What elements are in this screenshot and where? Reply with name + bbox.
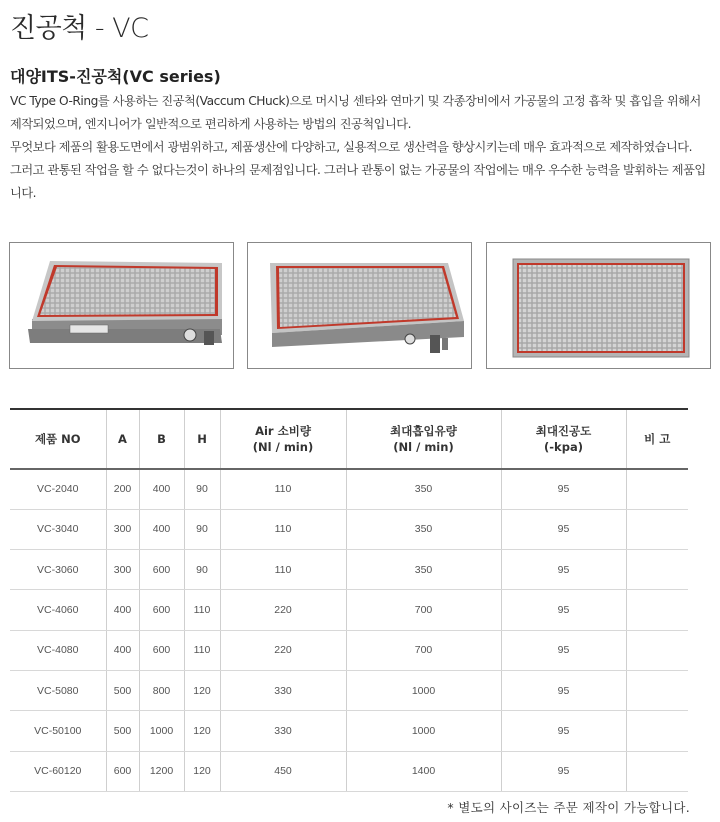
page-title: 진공척 - VC: [10, 13, 149, 44]
table-body: [10, 469, 688, 791]
table-cell: 90: [184, 550, 220, 590]
table-cell: 450: [220, 751, 346, 791]
header-label: H: [197, 432, 207, 446]
table-cell: 1000: [346, 670, 501, 710]
table-row: [10, 630, 688, 670]
table-cell: 400: [139, 509, 184, 549]
table-cell: 120: [184, 670, 220, 710]
table-cell: VC-4060: [10, 590, 106, 630]
table-cell: 1000: [346, 711, 501, 751]
table-cell: 350: [346, 550, 501, 590]
table-header-cell: [10, 409, 106, 469]
table-cell: 600: [139, 590, 184, 630]
description-paragraph: 무엇보다 제품의 활용도면에서 광범위하고, 제품생산에 다양하고, 실용적으로 생산력을 향상시키는데 매우 효과적으로 제작하였습니다.: [10, 140, 693, 154]
table-row: [10, 509, 688, 549]
table-cell: 500: [106, 711, 139, 751]
table-cell: 400: [106, 590, 139, 630]
table-row: [10, 469, 688, 509]
table-cell: 95: [501, 509, 626, 549]
table-header-row: [10, 409, 688, 469]
table-cell: 1400: [346, 751, 501, 791]
table-cell: VC-3060: [10, 550, 106, 590]
table-cell: 95: [501, 550, 626, 590]
header-label: A: [118, 432, 127, 446]
table-row: [10, 550, 688, 590]
table-cell: 95: [501, 711, 626, 751]
header-label: B: [157, 432, 166, 446]
table-cell: VC-50100: [10, 711, 106, 751]
table-header-cell: [626, 409, 688, 469]
header-label: 비 고: [644, 432, 671, 446]
table-cell: 95: [501, 469, 626, 509]
description-paragraph: VC Type O-Ring를 사용하는 진공척(Vaccum CHuck)으로 머시닝 센타와 연마기 및 각종장비에서 가공물의 고정 흡착 및 흡입을 위해서 제작되었으며, 엔지니어가 일반적으로 편리하게 사용하는 방법의 진공척입니다.: [10, 94, 701, 131]
table-cell: [626, 670, 688, 710]
vacuum-chuck-photo-angled-side: [247, 242, 472, 369]
table-cell: 1000: [139, 711, 184, 751]
table-cell: 350: [346, 469, 501, 509]
table-cell: 330: [220, 670, 346, 710]
vacuum-chuck-image: [487, 243, 710, 368]
description: [10, 90, 715, 205]
table-cell: 95: [501, 751, 626, 791]
table-cell: 350: [346, 509, 501, 549]
table-cell: 400: [139, 469, 184, 509]
table-cell: 600: [106, 751, 139, 791]
vacuum-chuck-image: [10, 243, 233, 368]
table-cell: 95: [501, 670, 626, 710]
table-cell: 1200: [139, 751, 184, 791]
table-cell: [626, 550, 688, 590]
table-cell: 500: [106, 670, 139, 710]
table-cell: 110: [184, 590, 220, 630]
table-row: [10, 670, 688, 710]
table-cell: 220: [220, 590, 346, 630]
vacuum-chuck-image: [248, 243, 471, 368]
table-header-cell: [220, 409, 346, 469]
table-cell: 110: [184, 630, 220, 670]
table-cell: 200: [106, 469, 139, 509]
table-cell: VC-2040: [10, 469, 106, 509]
table-cell: 95: [501, 630, 626, 670]
table-cell: 110: [220, 509, 346, 549]
header-unit: (-kpa): [544, 440, 583, 454]
table-row: [10, 711, 688, 751]
footnote: * 별도의 사이즈는 주문 제작이 가능합니다.: [447, 800, 690, 815]
table-cell: VC-5080: [10, 670, 106, 710]
header-label: Air 소비량: [255, 424, 311, 438]
table-cell: 95: [501, 590, 626, 630]
table-header-cell: [139, 409, 184, 469]
table-cell: 600: [139, 630, 184, 670]
table-cell: 110: [220, 469, 346, 509]
table-cell: 120: [184, 751, 220, 791]
table-cell: 120: [184, 711, 220, 751]
table-row: [10, 751, 688, 791]
table-cell: 330: [220, 711, 346, 751]
table-cell: [626, 630, 688, 670]
table-header-cell: [184, 409, 220, 469]
table-cell: 90: [184, 509, 220, 549]
header-unit: (Nl / min): [252, 440, 314, 454]
description-paragraph: 그러고 관통된 작업을 할 수 없다는것이 하나의 문제점입니다. 그러나 관통이 없는 가공물의 작업에는 매우 우수한 능력을 발휘하는 제품입니다.: [10, 163, 706, 200]
table-cell: 220: [220, 630, 346, 670]
vacuum-chuck-photo-top: [486, 242, 711, 369]
table-cell: [626, 711, 688, 751]
table-cell: 700: [346, 630, 501, 670]
table-cell: VC-3040: [10, 509, 106, 549]
table-cell: 700: [346, 590, 501, 630]
header-unit: (Nl / min): [393, 440, 454, 454]
table-cell: [626, 590, 688, 630]
header-label: 최대흡입유량: [390, 424, 457, 438]
table-cell: 800: [139, 670, 184, 710]
table-cell: VC-60120: [10, 751, 106, 791]
table-cell: 300: [106, 550, 139, 590]
table-cell: 400: [106, 630, 139, 670]
table-header-cell: [106, 409, 139, 469]
table-cell: 90: [184, 469, 220, 509]
table-cell: [626, 509, 688, 549]
table-cell: VC-4080: [10, 630, 106, 670]
header-label: 최대진공도: [535, 424, 592, 438]
table-cell: 300: [106, 509, 139, 549]
vacuum-chuck-photo-angled-front: [9, 242, 234, 369]
table-cell: [626, 751, 688, 791]
table-cell: 110: [220, 550, 346, 590]
table-cell: 600: [139, 550, 184, 590]
table-row: [10, 590, 688, 630]
table-header-cell: [346, 409, 501, 469]
spec-table: [10, 408, 688, 792]
section-title: 대양ITS-진공척(VC series): [10, 67, 221, 86]
table-header-cell: [501, 409, 626, 469]
header-label: 제품 NO: [34, 432, 81, 446]
table-cell: [626, 469, 688, 509]
